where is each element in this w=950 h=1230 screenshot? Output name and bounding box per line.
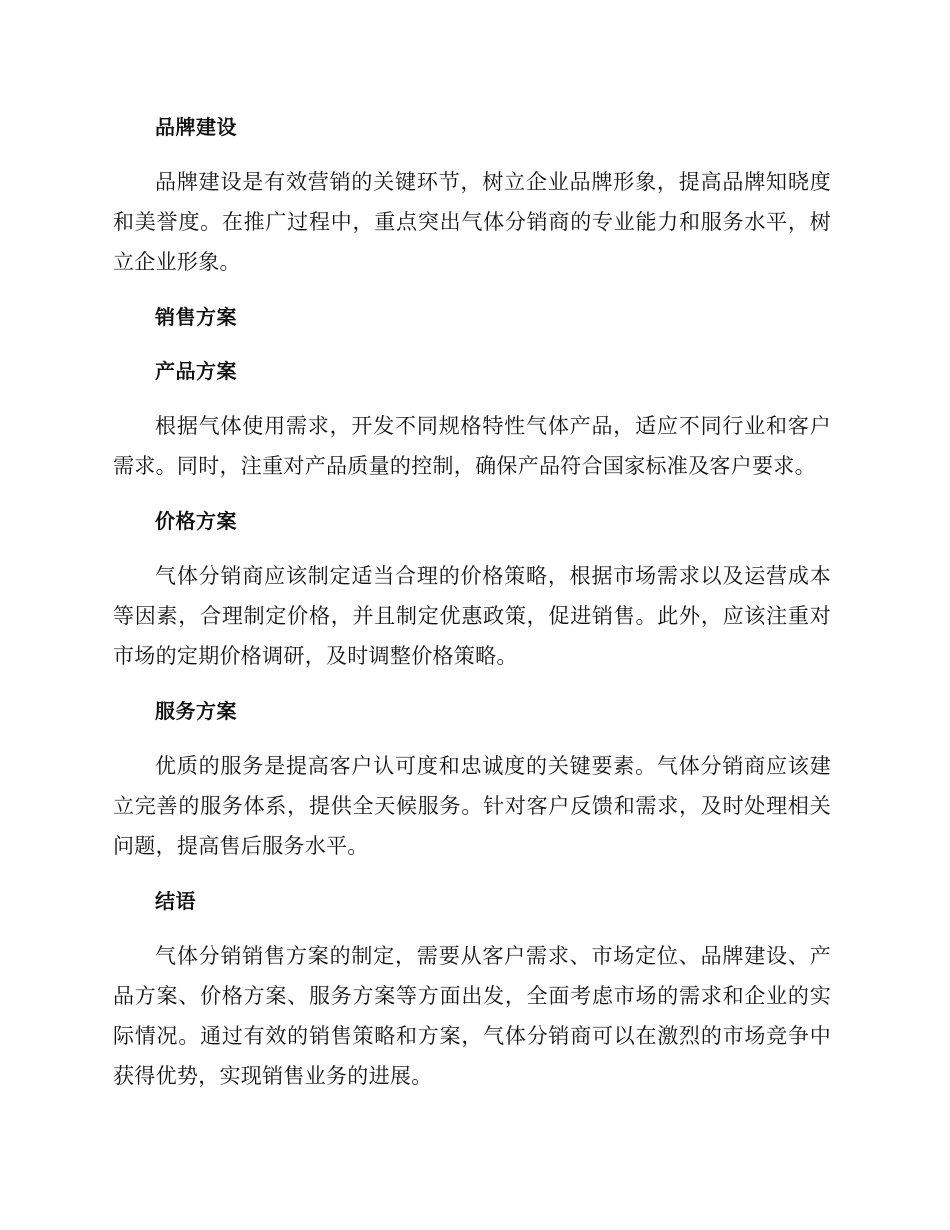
- paragraph-price-plan: 气体分销商应该制定适当合理的价格策略，根据市场需求以及运营成本等因素，合理制定价格，并且制定优惠政策，促进销售。此外，应该注重对市场的定期价格调研，及时调整价格策略。: [113, 564, 831, 668]
- document-body: [113, 108, 831, 1096]
- heading-sales-plan: 销售方案: [155, 305, 237, 329]
- heading-price-plan: 价格方案: [155, 509, 237, 533]
- heading-service-plan: 服务方案: [155, 699, 237, 723]
- paragraph-brand-building: 品牌建设是有效营销的关键环节，树立企业品牌形象，提高品牌知晓度和美誉度。在推广过程中，重点突出气体分销商的专业能力和服务水平，树立企业形象。: [113, 170, 831, 274]
- paragraph-service-plan: 优质的服务是提高客户认可度和忠诚度的关键要素。气体分销商应该建立完善的服务体系，提供全天候服务。针对客户反馈和需求，及时处理相关问题，提高售后服务水平。: [113, 754, 831, 858]
- paragraph-conclusion: 气体分销销售方案的制定，需要从客户需求、市场定位、品牌建设、产品方案、价格方案、服务方案等方面出发，全面考虑市场的需求和企业的实际情况。通过有效的销售策略和方案，气体分销商可以在激烈的市场竞争中获得优势，实现销售业务的进展。: [113, 944, 831, 1088]
- heading-brand-building: 品牌建设: [155, 115, 237, 139]
- heading-product-plan: 产品方案: [155, 359, 237, 383]
- heading-conclusion: 结语: [155, 889, 196, 913]
- paragraph-product-plan: 根据气体使用需求，开发不同规格特性气体产品，适应不同行业和客户需求。同时，注重对产品质量的控制，确保产品符合国家标准及客户要求。: [113, 414, 831, 478]
